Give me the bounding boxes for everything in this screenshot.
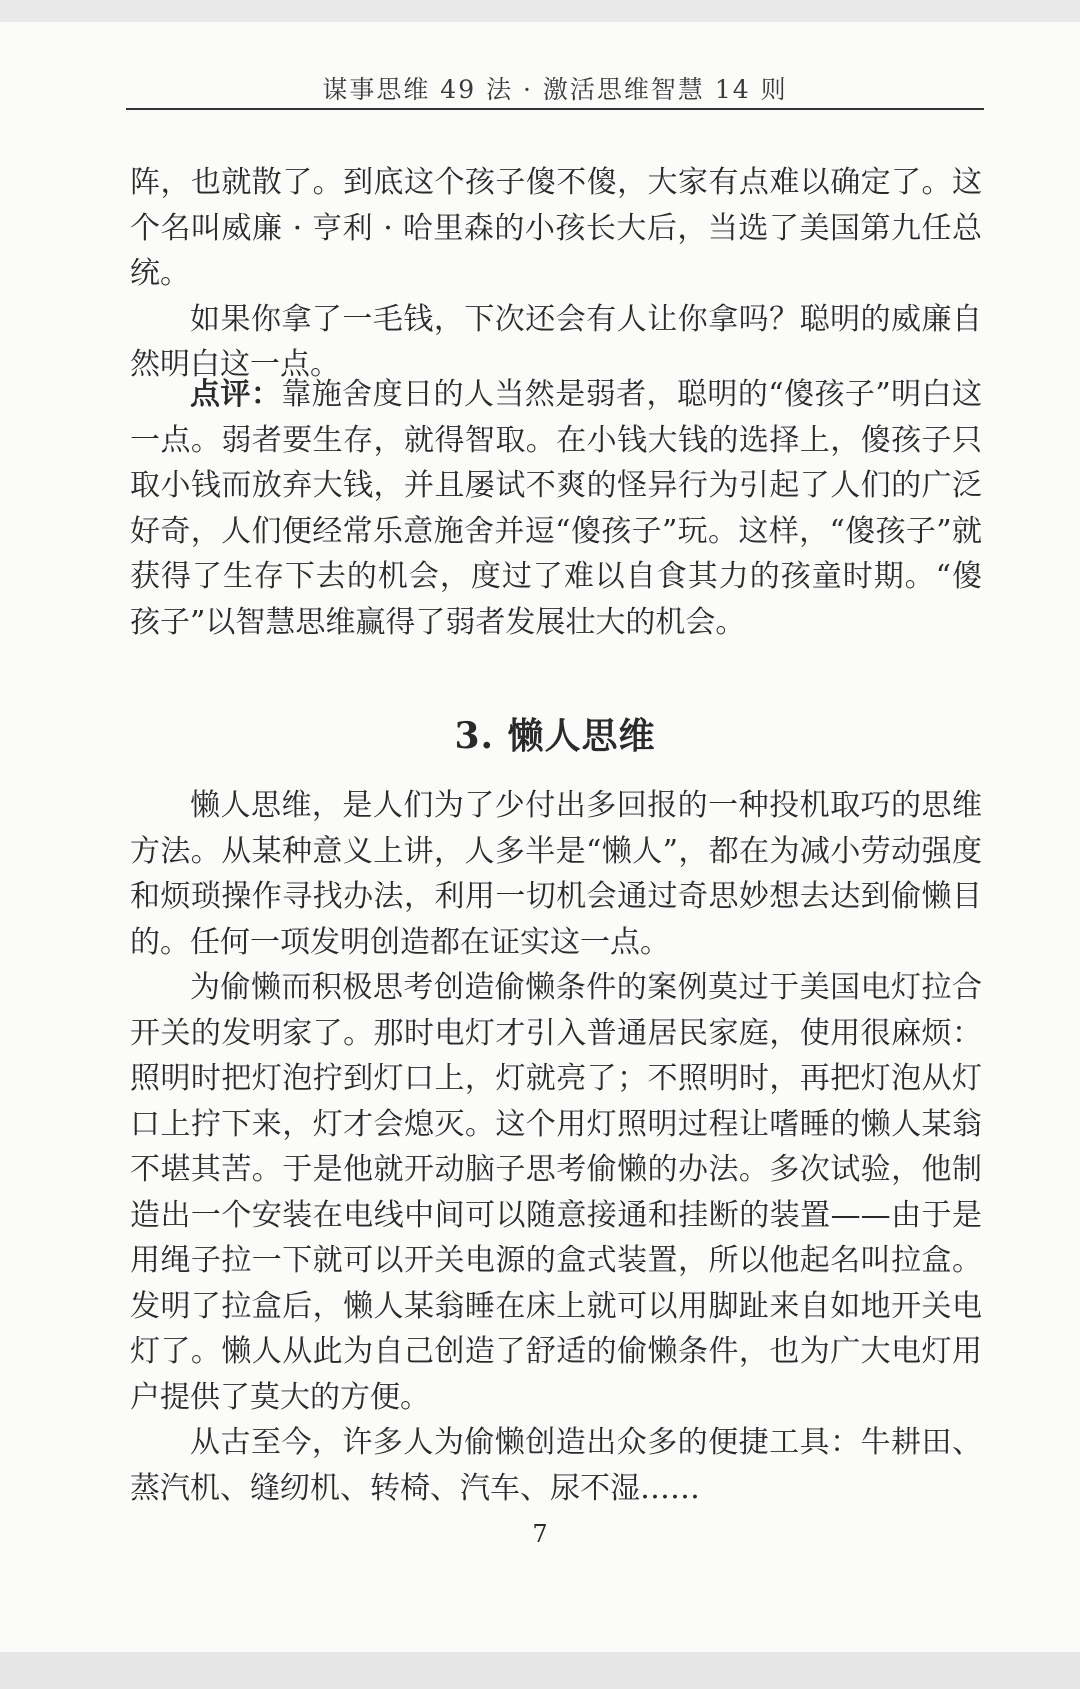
page-number: 7 [532, 1520, 548, 1548]
money-paragraph: 如果你拿了一毛钱，下次还会有人让你拿吗？聪明的威廉自然明白这一点。 [130, 301, 982, 382]
story-ending-block [130, 160, 982, 388]
section-paragraph-definition: 懒人思维，是人们为了少付出多回报的一种投机取巧的思维方法。从某种意义上讲，人多半是“懒人”，都在为减小劳动强度和烦琐操作寻找办法，利用一切机会通过奇思妙想去达到偷懒目的。任何一项发明创造都在证实这一点。 [130, 788, 982, 960]
comment-text: 靠施舍度日的人当然是弱者，聪明的“傻孩子”明白这一点。弱者要生存，就得智取。在小钱大钱的选择上，傻孩子只取小钱而放弃大钱，并且屡试不爽的怪异行为引起了人们的广泛好奇，人们便经常乐意施舍并逗“傻孩子”玩。这样，“傻孩子”就获得了生存下去的机会，度过了难以自食其力的孩童时期。“傻孩子”以智慧思维赢得了弱者发展壮大的机会。 [130, 377, 982, 640]
bottom-margin-strip [0, 1652, 1080, 1689]
running-header: 谋事思维 49 法 · 激活思维智慧 14 则 [322, 75, 788, 104]
comment-block [130, 372, 982, 645]
section-heading: 3. 懒人思维 [454, 715, 656, 757]
section-paragraph-tools: 从古至今，许多人为偷懒创造出众多的便捷工具：牛耕田、蒸汽机、缝纫机、转椅、汽车、尿不湿…… [130, 1425, 982, 1506]
top-margin-strip [0, 0, 1080, 22]
header-rule [126, 108, 984, 110]
section-body [130, 783, 982, 1511]
section-paragraph-invention: 为偷懒而积极思考创造偷懒条件的案例莫过于美国电灯拉合开关的发明家了。那时电灯才引入普通居民家庭，使用很麻烦：照明时把灯泡拧到灯口上，灯就亮了；不照明时，再把灯泡从灯口上拧下来，灯才会熄灭。这个用灯照明过程让嗜睡的懒人某翁不堪其苦。于是他就开动脑子思考偷懒的办法。多次试验，他制造出一个安装在电线中间可以随意接通和挂断的装置——由于是用绳子拉一下就可以开关电源的盒式装置，所以他起名叫拉盒。发明了拉盒后，懒人某翁睡在床上就可以用脚趾来自如地开关电灯了。懒人从此为自己创造了舒适的偷懒条件，也为广大电灯用户提供了莫大的方便。 [130, 970, 982, 1415]
comment-label: 点评： [190, 377, 282, 412]
continued-paragraph: 阵，也就散了。到底这个孩子傻不傻，大家有点难以确定了。这个名叫威廉 · 亨利 · 哈里森的小孩长大后，当选了美国第九任总统。 [130, 165, 982, 291]
comment-paragraph [130, 372, 982, 645]
